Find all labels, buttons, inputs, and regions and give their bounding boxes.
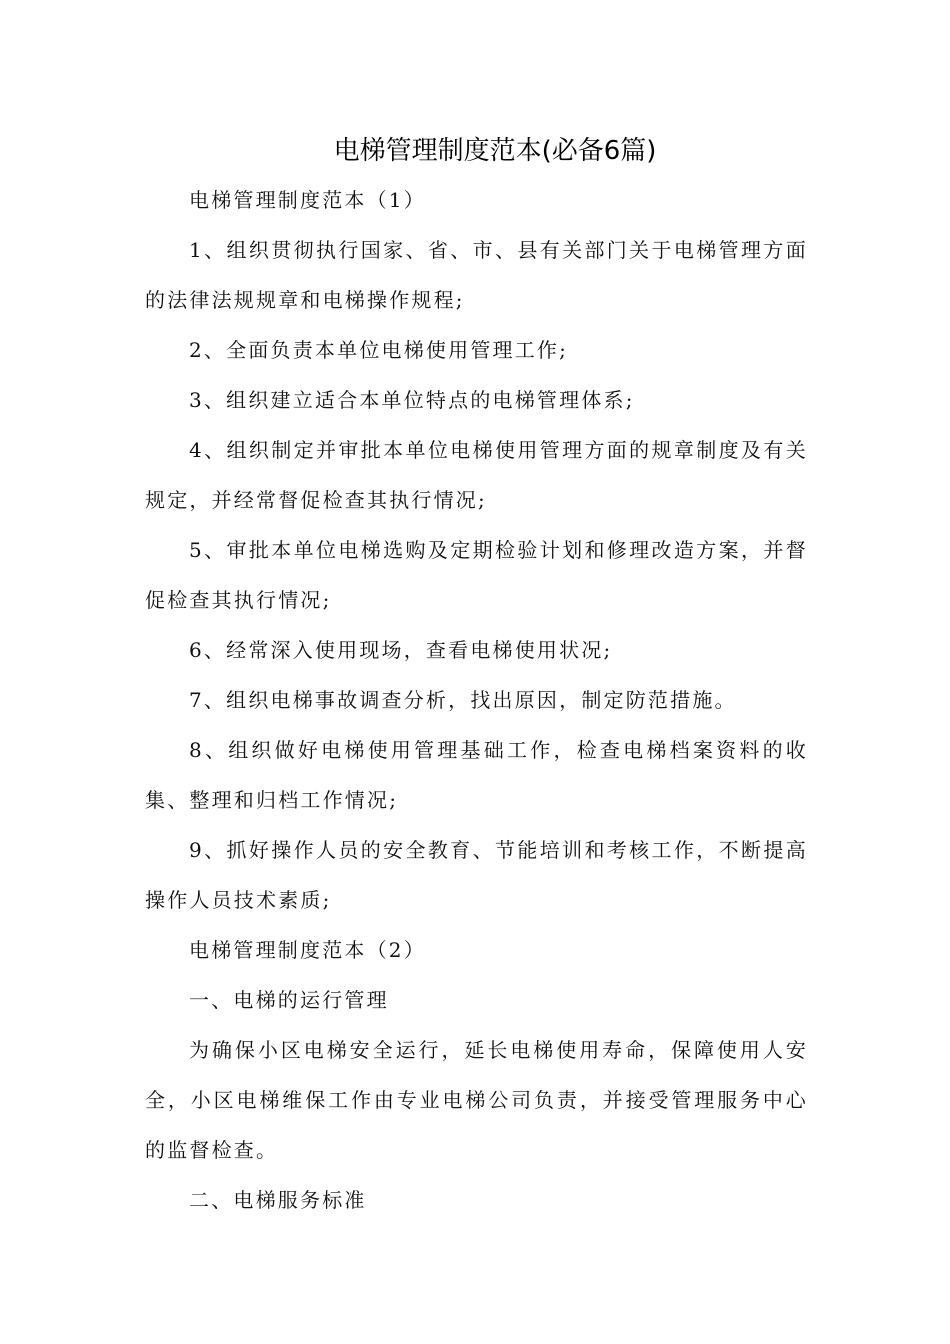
- paragraph-item-3: 3、组织建立适合本单位特点的电梯管理体系;: [189, 388, 635, 412]
- subsection-heading-2: 二、电梯服务标准: [189, 1188, 367, 1212]
- document-title: 电梯管理制度范本(必备6篇): [333, 136, 657, 166]
- paragraph-item-5: 5、审批本单位电梯选购及定期检验计划和修理改造方案，并督促检查其执行情况;: [145, 538, 808, 612]
- paragraph-operation: 为确保小区电梯安全运行，延长电梯使用寿命，保障使用人安全，小区电梯维保工作由专业电梯公司负责，并接受管理服务中心的监督检查。: [145, 1038, 808, 1162]
- paragraph-item-9: 9、抓好操作人员的安全教育、节能培训和考核工作，不断提高操作人员技术素质;: [145, 838, 808, 912]
- paragraph-item-8: 8、组织做好电梯使用管理基础工作，检查电梯档案资料的收集、整理和归档工作情况;: [145, 738, 808, 812]
- subsection-heading-1: 一、电梯的运行管理: [189, 988, 389, 1012]
- section-heading-1: 电梯管理制度范本（1）: [189, 188, 426, 212]
- paragraph-item-4: 4、组织制定并审批本单位电梯使用管理方面的规章制度及有关规定，并经常督促检查其执行情况;: [145, 438, 808, 512]
- paragraph-item-6: 6、经常深入使用现场，查看电梯使用状况;: [189, 638, 613, 662]
- document-body: [145, 175, 808, 1225]
- paragraph-item-1: 1、组织贯彻执行国家、省、市、县有关部门关于电梯管理方面的法律法规规章和电梯操作规程;: [145, 238, 808, 312]
- paragraph-item-7: 7、组织电梯事故调查分析，找出原因，制定防范措施。: [189, 688, 737, 712]
- paragraph-item-2: 2、全面负责本单位电梯使用管理工作;: [189, 338, 569, 362]
- section-heading-2: 电梯管理制度范本（2）: [189, 938, 426, 962]
